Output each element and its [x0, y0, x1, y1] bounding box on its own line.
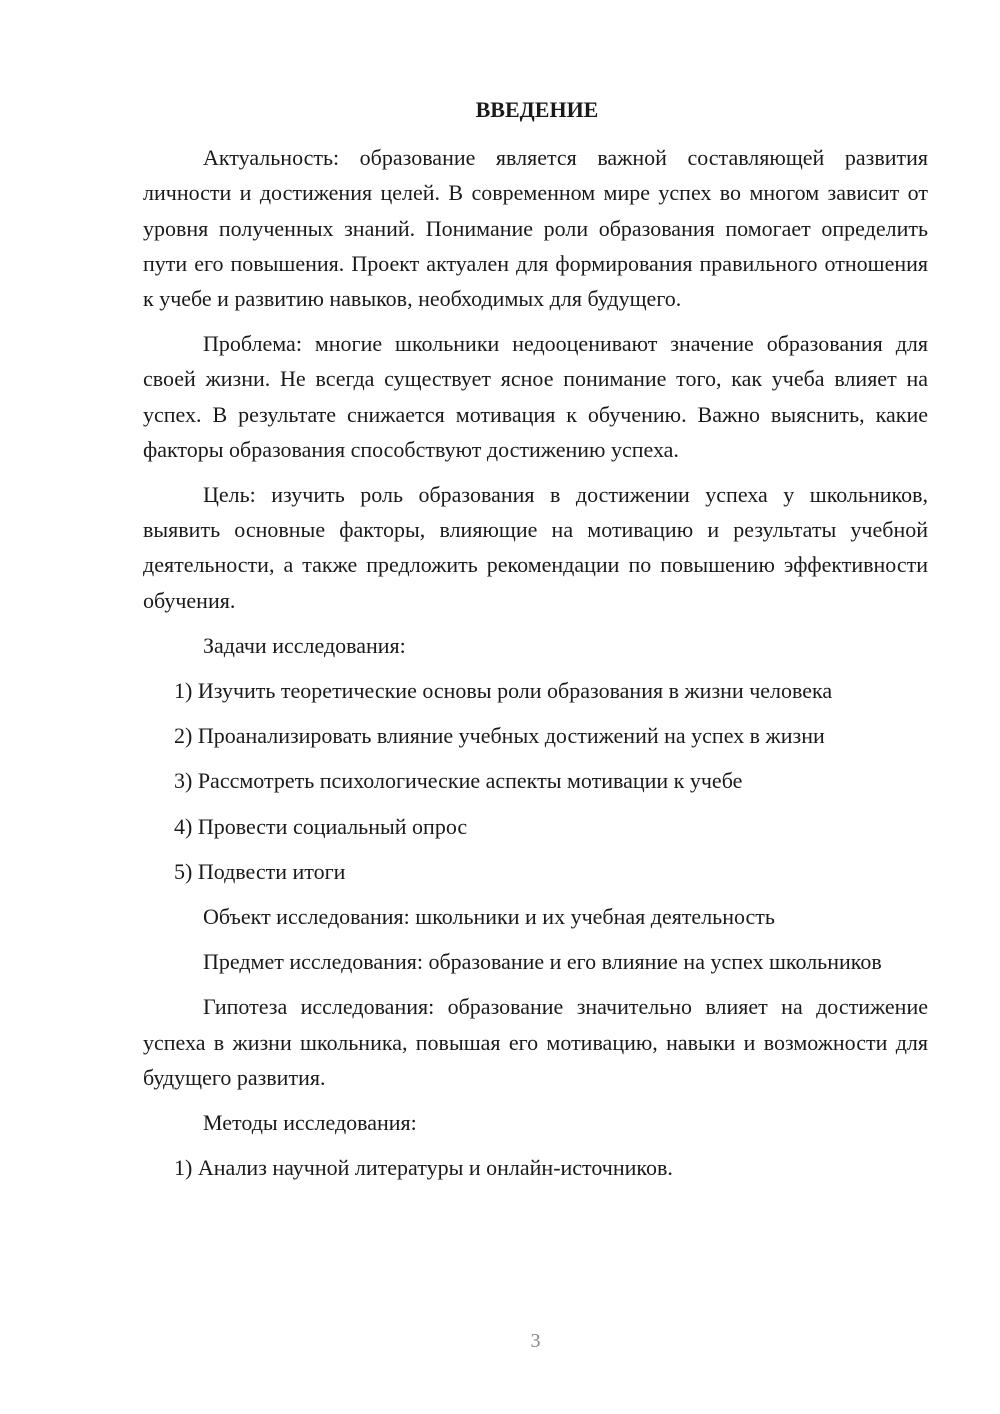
- paragraph-subject: Предмет исследования: образование и его влияние на успех школьников: [203, 949, 882, 975]
- paragraph-object: Объект исследования: школьники и их учебная деятельность: [203, 904, 775, 930]
- methods-list: [143, 1150, 928, 1185]
- tasks-list: [143, 673, 928, 889]
- list-item: 1) Изучить теоретические основы роли образования в жизни человека: [174, 678, 833, 704]
- list-item: 5) Подвести итоги: [174, 858, 346, 884]
- document-page: [143, 92, 928, 1195]
- methods-heading: Методы исследования:: [203, 1110, 417, 1136]
- list-item: 3) Рассмотреть психологические аспекты мотивации к учебе: [174, 768, 743, 794]
- page-title: ВВЕДЕНИЕ: [475, 97, 599, 122]
- paragraph-problem: Проблема: многие школьники недооценивают значение образования для своей жизни. Не всегда существует ясное понимание того, как учеба влияет на успех. В результате снижается мотивация к обучению. Важно выяснить, какие факторы образования способствуют достижению успеха.: [143, 331, 928, 462]
- list-item: 1) Анализ научной литературы и онлайн-источников.: [174, 1155, 673, 1181]
- list-item: 4) Провести социальный опрос: [174, 813, 468, 839]
- tasks-heading: Задачи исследования:: [203, 632, 406, 658]
- page-number: 3: [530, 1330, 541, 1352]
- list-item: 2) Проанализировать влияние учебных достижений на успех в жизни: [174, 723, 825, 749]
- paragraph-hypothesis: Гипотеза исследования: образование значительно влияет на достижение успеха в жизни школьника, повышая его мотивацию, навыки и возможности для будущего развития.: [143, 994, 928, 1090]
- paragraph-goal: Цель: изучить роль образования в достижении успеха у школьников, выявить основные факторы, влияющие на мотивацию и результаты учебной деятельности, а также предложить рекомендации по повышению эффективности обучения.: [143, 482, 928, 613]
- paragraph-relevance: Актуальность: образование является важной составляющей развития личности и достижения целей. В современном мире успех во многом зависит от уровня полученных знаний. Понимание роли образования помогает определить пути его повышения. Проект актуален для формирования правильного отношения к учебе и развитию навыков, необходимых для будущего.: [143, 145, 928, 312]
